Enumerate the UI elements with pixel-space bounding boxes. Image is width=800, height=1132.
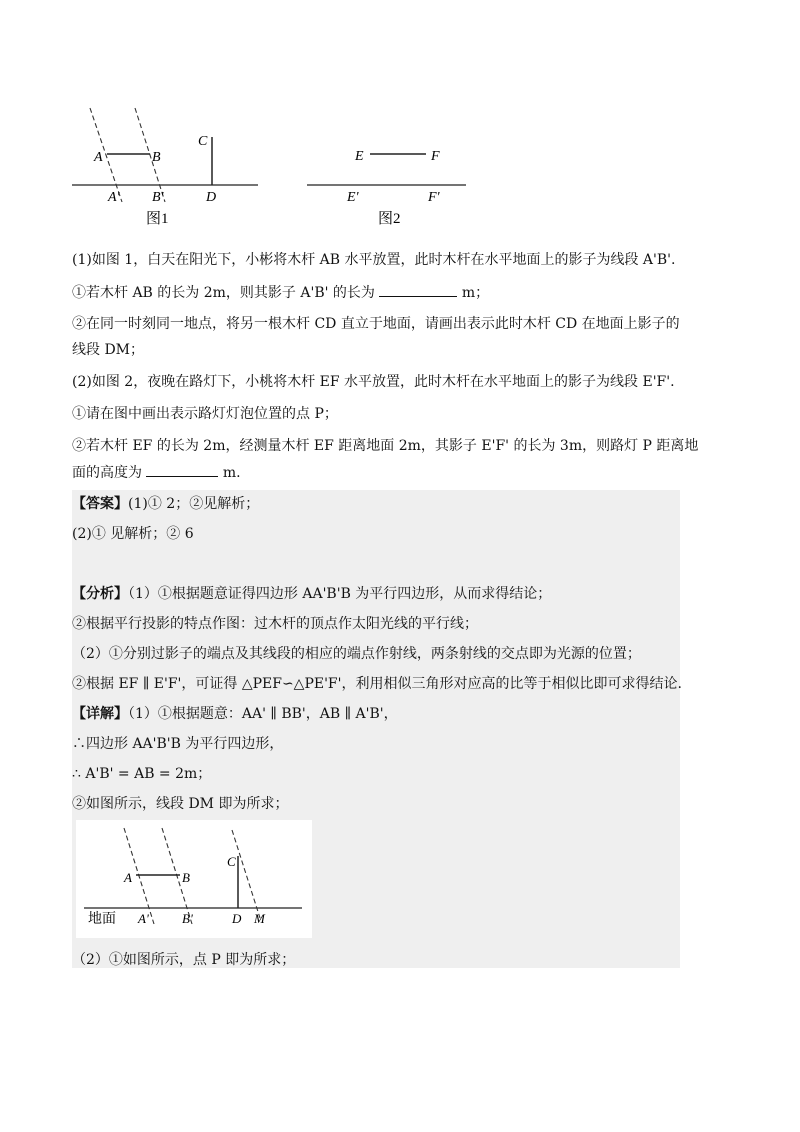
sol-label-a: A bbox=[124, 870, 132, 885]
figure-1-caption: 图1 bbox=[146, 211, 169, 227]
analysis-text-1: （1）①根据题意证得四边形 AA'B'B 为平行四边形，从而求得结论； bbox=[128, 586, 552, 602]
answer-part2: (2)① 见解析；② 6 bbox=[72, 526, 194, 542]
figure-1 bbox=[72, 108, 258, 227]
sol-label-b: B bbox=[182, 870, 190, 885]
analysis-tag: 【分析】 bbox=[72, 586, 128, 602]
question-part2a: ①请在图中画出表示路灯灯泡位置的点 P； bbox=[72, 406, 338, 422]
label-e: E bbox=[355, 149, 364, 164]
detail-tag: 【详解】 bbox=[72, 706, 128, 722]
label-b-prime: B' bbox=[152, 190, 164, 205]
question-part1: (1)如图 1，白天在阳光下，小彬将木杆 AB 水平放置，此时木杆在水平地面上的影子为线段 A'B'. bbox=[72, 252, 676, 268]
figure-2-caption: 图2 bbox=[378, 211, 401, 227]
answer-blank-1[interactable] bbox=[379, 282, 457, 297]
answer-part1: (1)① 2；②见解析； bbox=[128, 496, 260, 512]
analysis-line-2: ②根据平行投影的特点作图：过木杆的顶点作太阳光线的平行线； bbox=[72, 616, 478, 632]
question-part2b-line2 bbox=[72, 462, 241, 483]
question-part1a-text: ①若木杆 AB 的长为 2m，则其影子 A'B' 的长为 bbox=[72, 285, 375, 301]
sol-label-d: D bbox=[232, 911, 242, 926]
detail-line-4: ②如图所示，线段 DM 即为所求； bbox=[72, 796, 289, 812]
label-d: D bbox=[206, 190, 217, 205]
detail-line-5: （2）①如图所示，点 P 即为所求； bbox=[72, 952, 296, 968]
solution-figure bbox=[76, 820, 312, 938]
label-f: F bbox=[431, 149, 440, 164]
label-b: B bbox=[152, 150, 161, 165]
detail-line-2: ∴四边形 AA'B'B 为平行四边形， bbox=[72, 736, 284, 752]
analysis-line-4: ②根据 EF ∥ E'F'，可证得 △PEF∽△PE'F'，利用相似三角形对应高的比等于相似比即可求得结论. bbox=[72, 676, 682, 692]
question-part1a bbox=[72, 282, 489, 303]
answer-tag: 【答案】 bbox=[72, 496, 128, 512]
sol-label-m: M bbox=[254, 911, 265, 926]
detail-line-1 bbox=[72, 704, 398, 724]
figure-2 bbox=[307, 149, 466, 227]
detail-text-1: （1）①根据题意：AA' ∥ BB'，AB ∥ A'B'， bbox=[128, 706, 398, 722]
sol-label-a-prime: A' bbox=[138, 911, 149, 926]
sol-label-b-prime: B' bbox=[182, 911, 193, 926]
question-part2b-unit: m. bbox=[222, 465, 241, 481]
answer-blank-2[interactable] bbox=[146, 462, 218, 477]
answer-line-1 bbox=[72, 494, 259, 514]
question-part1a-unit: m； bbox=[461, 285, 490, 301]
label-f-prime: F' bbox=[428, 190, 440, 205]
solution-figure-svg bbox=[76, 820, 312, 938]
question-part1b-line2: 线段 DM； bbox=[72, 342, 145, 358]
analysis-line-1 bbox=[72, 584, 551, 604]
question-part1b-line1: ②在同一时刻同一地点，将另一根木杆 CD 直立于地面，请画出表示此时木杆 CD 在地面上影子的 bbox=[72, 316, 680, 332]
top-figures bbox=[0, 0, 800, 240]
label-a: A bbox=[94, 150, 103, 165]
label-a-prime: A' bbox=[108, 190, 120, 205]
analysis-line-3: （2）①分别过影子的端点及其线段的相应的端点作射线，两条射线的交点即为光源的位置； bbox=[72, 646, 641, 662]
question-part2b-line1: ②若木杆 EF 的长为 2m，经测量木杆 EF 距离地面 2m，其影子 E'F' 的长为 3m，则路灯 P 距离地 bbox=[72, 438, 699, 454]
label-c: C bbox=[198, 134, 208, 149]
detail-line-3: ∴ A'B' = AB = 2m； bbox=[72, 766, 212, 782]
label-e-prime: E' bbox=[347, 190, 359, 205]
question-part2b-text: 面的高度为 bbox=[72, 465, 142, 481]
sol-label-ground: 地面 bbox=[88, 912, 116, 927]
sun-ray-c bbox=[232, 830, 260, 918]
question-part2: (2)如图 2，夜晚在路灯下，小桃将木杆 EF 水平放置，此时木杆在水平地面上的影子为线段 E'F'. bbox=[72, 374, 675, 390]
sol-label-c: C bbox=[227, 854, 236, 869]
